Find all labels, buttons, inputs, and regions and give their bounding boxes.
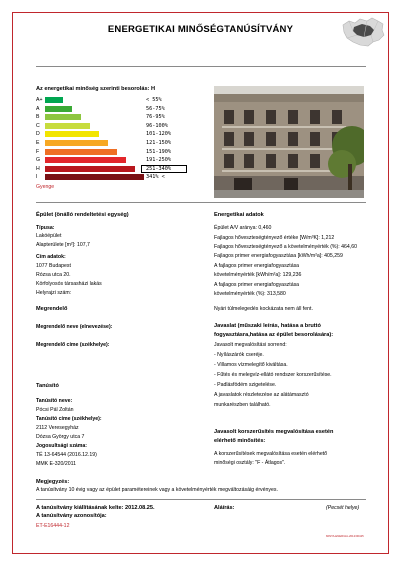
rating-current-label: Gyenge <box>36 184 55 190</box>
rating-class-row <box>36 139 206 147</box>
proposal-heading: Javaslat (műszaki leírás, hatása a bruttó <box>214 323 321 329</box>
rating-class-range: < 55% <box>146 97 162 103</box>
energy-line: Fajlagos primer energiafogyasztása [kWh/m²a]: 405,259 <box>214 253 343 259</box>
rating-class-range: 341% < <box>146 174 165 181</box>
proposal-item: - Villamos vízmelegítő kiváltása. <box>214 362 288 368</box>
rating-class-label: F <box>36 148 40 155</box>
modernization-text: A korszerűsítések megvalósítása esetén elérhető <box>214 451 328 457</box>
signature-label: Aláírás: <box>214 505 235 511</box>
energy-line: Fajlagos hőveszteségtényező a követelményérték (%): 464,60 <box>214 244 358 250</box>
proposal-item: - Fűtés és melegvíz-ellátó rendszer korszerűsítése. <box>214 372 332 378</box>
issue-date: A tanúsítvány kiállításának kelte: 2012.08.25. <box>36 505 155 511</box>
rating-class-range: 251-340% <box>146 165 171 172</box>
rating-class-row <box>36 148 206 156</box>
page-title: ENERGETIKAI MINŐSÉGTANÚSÍTVÁNY <box>107 24 294 35</box>
rating-heading: Az energetikai minőség szerinti besorolás: H <box>36 86 156 92</box>
divider <box>36 66 366 67</box>
rating-class-range: 76-95% <box>146 114 165 121</box>
rating-class-row <box>36 122 206 130</box>
current-class-marker <box>141 165 187 173</box>
rating-class-bar <box>45 149 117 155</box>
rating-class-bar <box>45 166 135 172</box>
building-heading: Épület (önálló rendeltetési egység) <box>36 212 129 218</box>
orderer-heading: Megrendelő <box>36 306 68 312</box>
rating-class-bar <box>45 140 108 146</box>
stamp-label: (Pecsét helye) <box>326 505 360 511</box>
energy-line: A fajlagos primer energiafogyasztása <box>214 263 300 269</box>
energy-heading: Energetikai adatok <box>214 212 264 218</box>
address-label: Cím adatok: <box>36 254 66 260</box>
rating-class-bar <box>45 123 90 129</box>
certificate-id-label: A tanúsítvány azonosítója: <box>36 513 107 519</box>
certifier-license-line: TÉ 13-64544 (2016.12.19) <box>36 452 97 458</box>
rating-class-label: I <box>36 174 38 181</box>
energy-line: Épület A/V aránya: 0,460 <box>214 225 272 231</box>
modernization-text: minőségi osztály: "F - Átlagos". <box>214 460 286 466</box>
rating-class-row <box>36 113 206 121</box>
rating-class-label: A+ <box>36 97 43 103</box>
hungary-map-icon <box>340 15 386 49</box>
rating-class-bar <box>45 174 144 180</box>
rating-class-range: 96-100% <box>146 122 168 129</box>
divider <box>36 202 366 203</box>
rating-class-bar <box>45 157 126 163</box>
energy-line: követelményérték [kWh/m²a]: 129,236 <box>214 272 302 278</box>
certifier-name-label: Tanúsító neve: <box>36 398 73 404</box>
address-line: 1077 Budapest <box>36 263 71 269</box>
certifier-license-label: Jogosultsági száma: <box>36 443 88 449</box>
certifier-address-line: 2112 Veresegyház <box>36 425 79 431</box>
orderer-address-label: Megrendelő címe (székhelye): <box>36 342 110 348</box>
rating-class-row <box>36 173 206 181</box>
rating-class-label: A <box>36 105 40 112</box>
building-type-value: Lakóépület <box>36 233 62 239</box>
address-line: Körfolyosós társasházi lakás <box>36 281 102 287</box>
proposal-footer: A javaslatok részletezése az alátámasztó <box>214 392 309 398</box>
modernization-heading: elérhető minősítés: <box>214 438 266 444</box>
certifier-license-line: MMK E-320/2011 <box>36 461 76 467</box>
energy-line: Fajlagos hőveszteségtényező értéke [W/m³K]: 1,212 <box>214 235 335 241</box>
rating-class-row <box>36 130 206 138</box>
rating-class-label: H <box>36 165 40 172</box>
rating-class-label: D <box>36 131 40 138</box>
rating-class-bar <box>45 97 63 103</box>
proposal-footer: munkarészben található. <box>214 402 271 408</box>
modernization-heading: Javasolt korszerűsítés megvalósítása esetén <box>214 429 334 435</box>
orderer-name-label: Megrendelő neve (elnevezése): <box>36 324 113 330</box>
proposal-item: - Padlásfödém szigetelése. <box>214 382 277 388</box>
rating-class-label: B <box>36 114 40 121</box>
certifier-name: Pócsi Pál Zoltán <box>36 407 74 413</box>
address-line: Helyrajzi szám: <box>36 290 72 296</box>
energy-line: A fajlagos primer energiafogyasztása <box>214 282 300 288</box>
certifier-address-label: Tanúsító címe (székhelye): <box>36 416 102 422</box>
divider <box>36 499 366 500</box>
building-type-label: Típusa: <box>36 225 55 231</box>
rating-class-range: 101-120% <box>146 131 171 138</box>
certifier-heading: Tanúsító <box>36 383 59 389</box>
document-code: MINTA-ENERGIA-2012/00425 <box>326 534 364 538</box>
rating-class-range: 56-75% <box>146 105 165 112</box>
rating-class-range: 121-150% <box>146 140 171 146</box>
rating-class-row <box>36 96 206 104</box>
building-area: Alapterülete [m²]: 107,7 <box>36 242 90 248</box>
certifier-address-line: Dózsa György utca 7 <box>36 434 85 440</box>
proposal-intro: Javasolt megvalósítási sorrend: <box>214 342 287 348</box>
remarks-heading: Megjegyzés: <box>36 479 70 485</box>
rating-class-row <box>36 156 206 164</box>
rating-class-range: 151-190% <box>146 148 171 155</box>
rating-class-bar <box>45 114 81 120</box>
rating-class-label: G <box>36 157 41 164</box>
rating-class-label: C <box>36 122 40 129</box>
remarks-text: A tanúsítvány 10 évig vagy az épület paramétereinek vagy a követelményérték megváltozásáig érvényes. <box>36 487 278 493</box>
building-photo <box>214 86 364 198</box>
energy-line: követelményérték (%): 313,580 <box>214 291 286 297</box>
address-line: Rózsa utca 20. <box>36 272 71 278</box>
rating-class-label: E <box>36 140 40 146</box>
rating-class-bar <box>45 106 72 112</box>
overheating-note: Nyári túlmelegedés kockázata nem áll fent. <box>214 306 313 312</box>
rating-class-bar <box>45 131 99 137</box>
rating-class-row <box>36 105 206 113</box>
proposal-item: - Nyílászárók cseréje. <box>214 352 264 358</box>
rating-class-range: 191-250% <box>146 157 171 164</box>
certificate-id: ET-E16444-12 <box>36 523 70 529</box>
proposal-heading: fogyasztásra,hatása az épület besorolására): <box>214 332 334 338</box>
